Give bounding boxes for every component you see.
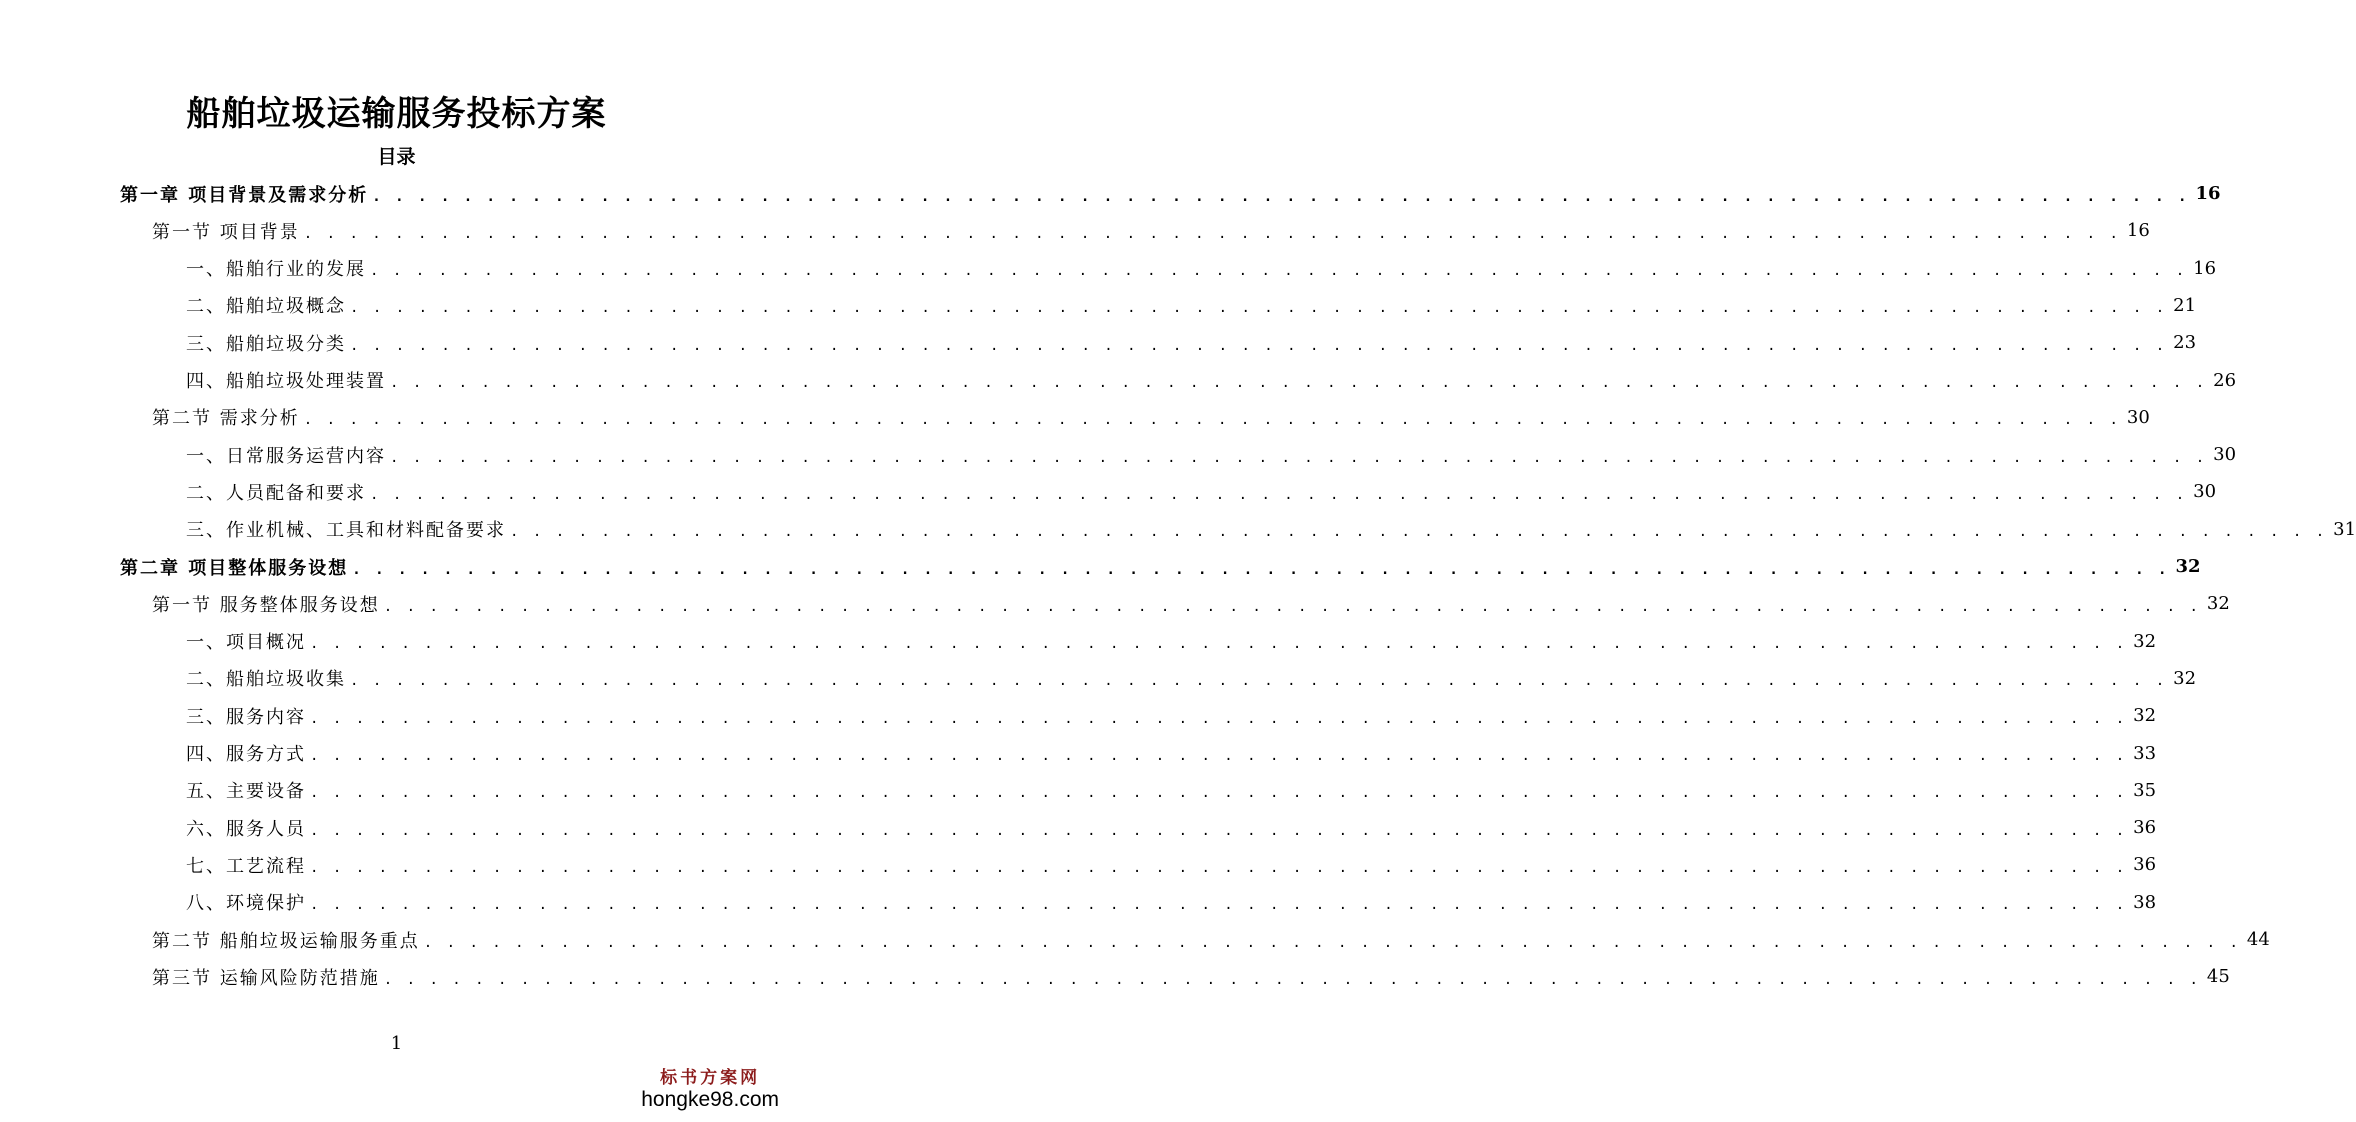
toc-entry[interactable]: [186, 809, 2157, 846]
toc-entry-label: 二、船舶垃圾概念: [186, 296, 346, 318]
toc-entry-label: 第三节 运输风险防范措施: [152, 967, 380, 989]
toc-heading: 目录: [377, 146, 416, 168]
toc-entry-label: 四、服务方式: [186, 744, 306, 765]
toc-dot-leader: . . . . . . . . . . . . . . . . . . . . . . . . . . . . . . . . . . . . . . . . . . . . . . . . . . . . . . . . . . . . . . . . . . . . . . . . . . . . . . . .: [423, 934, 2241, 951]
toc-entry[interactable]: [152, 585, 2230, 622]
page-number: 1: [390, 1033, 403, 1054]
page-title: 船舶垃圾运输服务投标方案: [186, 94, 607, 134]
watermark-site-name: 标书方案网: [660, 1068, 761, 1088]
toc-dot-leader: . . . . . . . . . . . . . . . . . . . . . . . . . . . . . . . . . . . . . . . . . . . . . . . . . . . . . . . . . . . . . . . . . . . . . . . . . . . . . . . .: [390, 375, 2208, 391]
toc-entry-page: 16: [2195, 183, 2221, 204]
toc-entry[interactable]: [152, 399, 2150, 436]
toc-entry[interactable]: [186, 735, 2157, 772]
toc-entry[interactable]: [186, 511, 2356, 548]
toc-dot-leader: . . . . . . . . . . . . . . . . . . . . . . . . . . . . . . . . . . . . . . . . . . . . . . . . . . . . . . . . . . . . . . . . . . . . . . . . . . . . . . . .: [383, 971, 2201, 988]
toc-entry[interactable]: [152, 921, 2270, 958]
toc-entry-label: 第二节 需求分析: [152, 408, 300, 430]
toc-entry-label: 四、船舶垃圾处理装置: [186, 371, 386, 392]
toc-dot-leader: . . . . . . . . . . . . . . . . . . . . . . . . . . . . . . . . . . . . . . . . . . . . . . . . . . . . . . . . . . . . . . . . . . . . . . . . . . . . . . . .: [310, 822, 2128, 839]
toc-dot-leader: . . . . . . . . . . . . . . . . . . . . . . . . . . . . . . . . . . . . . . . . . . . . . . . . . . . . . . . . . . . . . . . . . . . . . . . . . . . . . . . .: [370, 263, 2188, 280]
toc-entry-page: 44: [2246, 929, 2270, 950]
toc-entry[interactable]: [186, 473, 2217, 510]
toc-entry-page: 36: [2133, 817, 2157, 839]
toc-entry[interactable]: [186, 623, 2157, 660]
toc-dot-leader: . . . . . . . . . . . . . . . . . . . . . . . . . . . . . . . . . . . . . . . . . . . . . . . . . . . . . . . . . . . . . . . . . . . . . . . . . . . . . . . .: [303, 412, 2121, 429]
toc-entry-page: 32: [2133, 630, 2157, 652]
toc-dot-leader: . . . . . . . . . . . . . . . . . . . . . . . . . . . . . . . . . . . . . . . . . . . . . . . . . . . . . . . . . . . . . . . . . . . . . . . . . . . . . . . .: [310, 636, 2128, 653]
toc-entry-page: 16: [2126, 220, 2150, 242]
toc-entry-label: 二、船舶垃圾收集: [186, 669, 346, 691]
toc-entry-label: 第二节 船舶垃圾运输服务重点: [152, 930, 420, 952]
toc-entry-page: 35: [2133, 779, 2157, 801]
toc-entry-page: 32: [2173, 667, 2197, 689]
toc-dot-leader: . . . . . . . . . . . . . . . . . . . . . . . . . . . . . . . . . . . . . . . . . . . . . . . . . . . . . . . . . . . . . . . . . . . . . . . . . . . . . . . .: [372, 188, 2190, 205]
toc-dot-leader: . . . . . . . . . . . . . . . . . . . . . . . . . . . . . . . . . . . . . . . . . . . . . . . . . . . . . . . . . . . . . . . . . . . . . . . . . . . . . . . .: [303, 225, 2121, 242]
toc-entry[interactable]: [186, 250, 2217, 287]
toc-entry-page: 31: [2333, 518, 2356, 540]
toc-entry[interactable]: [186, 287, 2197, 324]
toc-entry-page: 32: [2175, 556, 2201, 577]
toc-entry-label: 三、作业机械、工具和材料配备要求: [186, 520, 506, 542]
toc-entry[interactable]: [186, 436, 2237, 473]
toc-entry-page: 32: [2206, 593, 2230, 615]
toc-entry[interactable]: [152, 212, 2150, 249]
toc-dot-leader: . . . . . . . . . . . . . . . . . . . . . . . . . . . . . . . . . . . . . . . . . . . . . . . . . . . . . . . . . . . . . . . . . . . . . . . . . . . . . . . .: [383, 598, 2201, 615]
toc-entry-label: 七、工艺流程: [186, 855, 306, 877]
toc-dot-leader: . . . . . . . . . . . . . . . . . . . . . . . . . . . . . . . . . . . . . . . . . . . . . . . . . . . . . . . . . . . . . . . . . . . . . . . . . . . . . . . .: [350, 300, 2168, 317]
toc-entry[interactable]: [186, 697, 2157, 734]
toc-entry-label: 五、主要设备: [186, 781, 306, 803]
toc-entry[interactable]: [186, 846, 2157, 883]
toc-dot-leader: . . . . . . . . . . . . . . . . . . . . . . . . . . . . . . . . . . . . . . . . . . . . . . . . . . . . . . . . . . . . . . . . . . . . . . . . . . . . . . . .: [310, 710, 2128, 727]
toc-entry-label: 第二章 项目整体服务设想: [120, 557, 349, 579]
toc-entry-label: 一、船舶行业的发展: [186, 259, 366, 281]
toc-entry-page: 38: [2133, 891, 2157, 913]
toc-entry-label: 一、日常服务运营内容: [186, 445, 386, 467]
toc-dot-leader: . . . . . . . . . . . . . . . . . . . . . . . . . . . . . . . . . . . . . . . . . . . . . . . . . . . . . . . . . . . . . . . . . . . . . . . . . . . . . . . .: [310, 785, 2128, 802]
toc-entry-page: 33: [2133, 742, 2157, 764]
toc-entry-page: 30: [2193, 481, 2217, 503]
toc-dot-leader: . . . . . . . . . . . . . . . . . . . . . . . . . . . . . . . . . . . . . . . . . . . . . . . . . . . . . . . . . . . . . . . . . . . . . . . . . . . . . . . .: [350, 673, 2168, 690]
toc-entry-label: 第一节 项目背景: [152, 221, 300, 243]
toc-dot-leader: . . . . . . . . . . . . . . . . . . . . . . . . . . . . . . . . . . . . . . . . . . . . . . . . . . . . . . . . . . . . . . . . . . . . . . . . . . . . . . . .: [350, 337, 2168, 354]
toc-entry[interactable]: [120, 175, 2221, 212]
toc-entry-page: 30: [2213, 444, 2237, 466]
toc-entry-label: 六、服务人员: [186, 818, 306, 840]
toc-entry-page: 32: [2133, 705, 2157, 727]
toc-dot-leader: . . . . . . . . . . . . . . . . . . . . . . . . . . . . . . . . . . . . . . . . . . . . . . . . . . . . . . . . . . . . . . . . . . . . . . . . . . . . . . . .: [370, 486, 2188, 503]
toc-entry[interactable]: [120, 548, 2201, 585]
toc-entry-page: 16: [2193, 257, 2217, 279]
toc-dot-leader: . . . . . . . . . . . . . . . . . . . . . . . . . . . . . . . . . . . . . . . . . . . . . . . . . . . . . . . . . . . . . . . . . . . . . . . . . . . . . . . .: [352, 561, 2170, 578]
toc-entry-label: 八、环境保护: [186, 893, 306, 915]
toc-entry-page: 45: [2206, 966, 2230, 988]
toc-entry-page: 21: [2173, 294, 2197, 316]
toc-entry[interactable]: [186, 884, 2157, 921]
toc-dot-leader: . . . . . . . . . . . . . . . . . . . . . . . . . . . . . . . . . . . . . . . . . . . . . . . . . . . . . . . . . . . . . . . . . . . . . . . . . . . . . . . .: [390, 449, 2208, 466]
toc-entry-label: 二、人员配备和要求: [186, 482, 366, 504]
toc-entry[interactable]: [186, 324, 2197, 361]
toc-entry[interactable]: [152, 958, 2230, 995]
toc-entry-page: 36: [2133, 854, 2157, 876]
toc-entry-label: 一、项目概况: [186, 632, 306, 654]
toc-entry-page: 26: [2213, 369, 2237, 391]
toc-entry-label: 三、船舶垃圾分类: [186, 333, 346, 355]
toc-dot-leader: . . . . . . . . . . . . . . . . . . . . . . . . . . . . . . . . . . . . . . . . . . . . . . . . . . . . . . . . . . . . . . . . . . . . . . . . . . . . . . . .: [310, 748, 2128, 764]
toc-entry[interactable]: [186, 362, 2237, 399]
toc-entry-label: 三、服务内容: [186, 706, 306, 728]
watermark-url: hongke98.com: [641, 1088, 779, 1111]
toc-dot-leader: . . . . . . . . . . . . . . . . . . . . . . . . . . . . . . . . . . . . . . . . . . . . . . . . . . . . . . . . . . . . . . . . . . . . . . . . . . . . . . . .: [310, 859, 2128, 876]
toc-dot-leader: . . . . . . . . . . . . . . . . . . . . . . . . . . . . . . . . . . . . . . . . . . . . . . . . . . . . . . . . . . . . . . . . . . . . . . . . . . . . . . . .: [310, 897, 2128, 914]
toc-entry-page: 23: [2173, 332, 2197, 354]
toc-entry-label: 第一节 服务整体服务设想: [152, 594, 380, 616]
toc-entry-label: 第一章 项目背景及需求分析: [120, 184, 369, 206]
toc-entry[interactable]: [186, 772, 2157, 809]
toc-entry-page: 30: [2126, 406, 2150, 428]
toc-dot-leader: . . . . . . . . . . . . . . . . . . . . . . . . . . . . . . . . . . . . . . . . . . . . . . . . . . . . . . . . . . . . . . . . . . . . . . . . . . . . . . . .: [510, 524, 2328, 541]
toc-entry[interactable]: [186, 660, 2197, 697]
watermark-logo: [641, 1068, 779, 1112]
